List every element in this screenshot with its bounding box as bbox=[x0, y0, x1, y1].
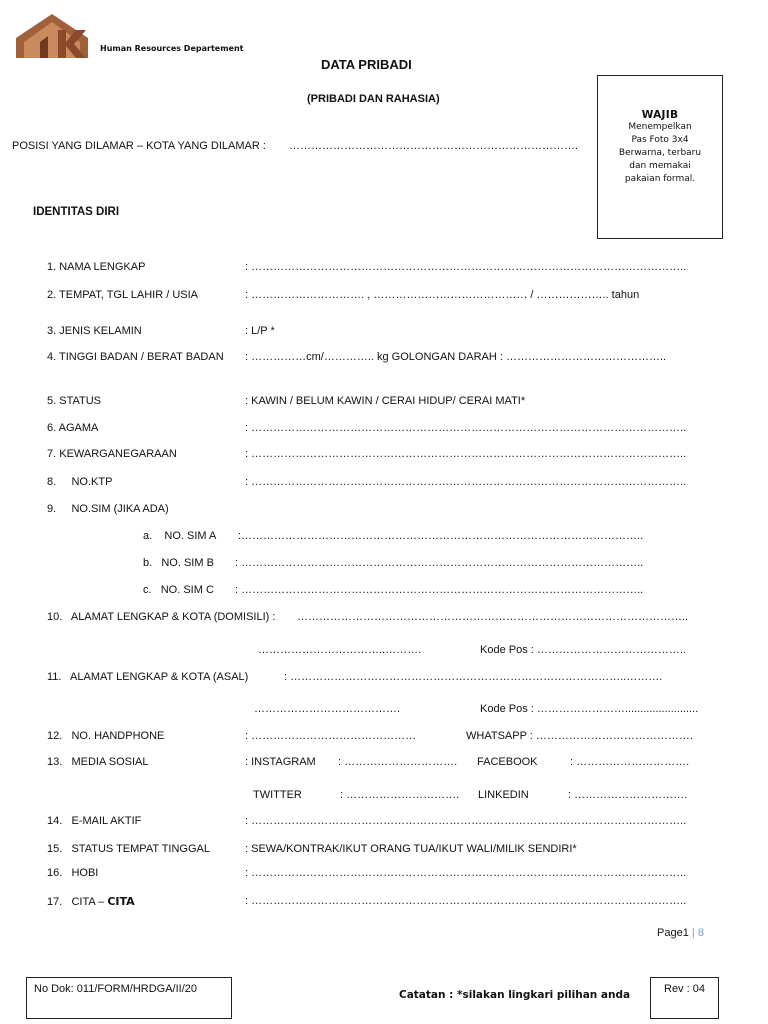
label-no-sim: 9. NO.SIM (JIKA ADA) bbox=[47, 503, 169, 515]
label-jenis-kelamin: 3. JENIS KELAMIN bbox=[47, 325, 142, 337]
label-no-handphone: 12. NO. HANDPHONE bbox=[47, 730, 165, 742]
label-email-aktif: 14. E-MAIL AKTIF bbox=[47, 815, 142, 827]
field-hobi[interactable]: : ……………………………………………………………………………………………………….. bbox=[245, 867, 687, 879]
field-agama[interactable]: : ……………………………………………………………………………………………………….. bbox=[245, 422, 687, 434]
field-kode-pos-asal[interactable]: Kode Pos : ……………………........................ bbox=[480, 703, 699, 715]
label-status-tempat-tinggal: 15. STATUS TEMPAT TINGGAL bbox=[47, 843, 211, 855]
position-applied-field[interactable]: ……………………………………………………………………. bbox=[289, 140, 579, 152]
photo-box-line: Pas Foto 3x4 bbox=[631, 135, 689, 145]
page-number bbox=[657, 927, 704, 939]
position-applied-label: POSISI YANG DILAMAR – KOTA YANG DILAMAR : bbox=[12, 140, 266, 152]
section-title-identitas: IDENTITAS DIRI bbox=[33, 206, 120, 218]
photo-box-line: pakaian formal. bbox=[624, 174, 696, 184]
field-sim-c[interactable]: : ……………………………………………………………………………………………….. bbox=[235, 584, 644, 596]
label-tinggi-berat: 4. TINGGI BADAN / BERAT BADAN bbox=[47, 351, 224, 363]
label-hobi: 16. HOBI bbox=[47, 867, 99, 879]
label-status: 5. STATUS bbox=[47, 395, 101, 407]
label-linkedin: LINKEDIN bbox=[478, 789, 529, 801]
field-sim-b[interactable]: : ……………………………………………………………………………………………….. bbox=[235, 557, 644, 569]
label-cita-cita bbox=[47, 895, 135, 908]
doc-number-box bbox=[26, 977, 232, 1019]
footer-note: Catatan : *silakan lingkari pilihan anda bbox=[399, 989, 631, 1001]
company-logo bbox=[14, 12, 90, 60]
label-sim-a: a. NO. SIM A bbox=[143, 530, 217, 542]
label-cita-cita-part1: 17. CITA – bbox=[47, 896, 108, 908]
label-kewarganegaraan: 7. KEWARGANEGARAAN bbox=[47, 448, 177, 460]
field-twitter[interactable]: : …………………………. bbox=[340, 789, 460, 801]
label-twitter: TWITTER bbox=[253, 789, 302, 801]
photo-box-line: Menempelkan bbox=[628, 122, 692, 132]
revision-box bbox=[650, 977, 719, 1019]
photo-placeholder-box bbox=[597, 75, 723, 239]
field-linkedin[interactable]: : …………………………. bbox=[568, 789, 688, 801]
field-tempat-tgl-lahir[interactable]: : …………………………. , …………………………………… / ……………….. tahun bbox=[245, 289, 640, 301]
field-alamat-domisili-line2[interactable]: ……………………………..………. bbox=[258, 644, 422, 656]
label-cita-cita-part2: CITA bbox=[107, 895, 135, 908]
label-alamat-domisili: 10. ALAMAT LENGKAP & KOTA (DOMISILI) : bbox=[47, 611, 276, 623]
page-number-current: 1 bbox=[682, 927, 689, 939]
field-no-ktp[interactable]: : ……………………………………………………………………………………………………….. bbox=[245, 476, 687, 488]
label-sim-b: b. NO. SIM B bbox=[143, 557, 214, 569]
field-status-tempat-tinggal[interactable]: : SEWA/KONTRAK/IKUT ORANG TUA/IKUT WALI/MILIK SENDIRI* bbox=[245, 843, 577, 855]
label-nama-lengkap: 1. NAMA LENGKAP bbox=[47, 261, 146, 273]
field-alamat-asal[interactable]: : ………………………………………………………………………………..………. bbox=[284, 671, 663, 683]
page-title: DATA PRIBADI bbox=[321, 57, 412, 72]
field-nama-lengkap[interactable]: : ……………………………………………………………………………………………………….. bbox=[245, 261, 687, 273]
field-kewarganegaraan[interactable]: : ……………………………………………………………………………………………………….. bbox=[245, 448, 687, 460]
field-sim-a[interactable]: :……………………………………………………………………………………………….. bbox=[238, 530, 644, 542]
revision-number: Rev : 04 bbox=[664, 983, 705, 995]
field-facebook[interactable]: : …………………………. bbox=[570, 756, 690, 768]
label-sim-c: c. NO. SIM C bbox=[143, 584, 214, 596]
page-number-separator: | bbox=[691, 927, 695, 939]
photo-box-heading: WAJIB bbox=[641, 109, 679, 121]
page-number-total: 8 bbox=[697, 927, 704, 939]
field-whatsapp[interactable]: WHATSAPP : ……………………………………. bbox=[466, 730, 693, 742]
field-cita-cita[interactable]: : ……………………………………………………………………………………………………….. bbox=[245, 895, 687, 907]
field-jenis-kelamin[interactable]: : L/P * bbox=[245, 325, 275, 337]
label-no-ktp: 8. NO.KTP bbox=[47, 476, 113, 488]
photo-box-line: Berwarna, terbaru bbox=[618, 148, 702, 158]
label-agama: 6. AGAMA bbox=[47, 422, 99, 434]
field-tinggi-berat-golongan[interactable]: : ……………cm/………….. kg GOLONGAN DARAH : …………………………………….. bbox=[245, 351, 667, 363]
page-number-prefix: Page bbox=[657, 927, 683, 939]
label-alamat-asal: 11. ALAMAT LENGKAP & KOTA (ASAL) bbox=[47, 671, 249, 683]
label-media-sosial: 13. MEDIA SOSIAL bbox=[47, 756, 149, 768]
field-no-handphone[interactable]: : ……………………………………… bbox=[245, 730, 417, 742]
field-instagram[interactable]: : …………………………. bbox=[338, 756, 458, 768]
label-instagram: : INSTAGRAM bbox=[245, 756, 316, 768]
doc-number: No Dok: 011/FORM/HRDGA/II/20 bbox=[34, 983, 198, 995]
field-kode-pos-domisili[interactable]: Kode Pos : ………………………………….. bbox=[480, 644, 686, 656]
field-status[interactable]: : KAWIN / BELUM KAWIN / CERAI HIDUP/ CERAI MATI* bbox=[245, 395, 526, 407]
label-tempat-tgl-lahir: 2. TEMPAT, TGL LAHIR / USIA bbox=[47, 289, 198, 301]
page-subtitle: (PRIBADI DAN RAHASIA) bbox=[307, 93, 440, 105]
photo-box-line: dan memakai bbox=[629, 161, 691, 171]
field-alamat-asal-line2[interactable]: …………………………………. bbox=[254, 703, 401, 715]
department-name: Human Resources Departement bbox=[100, 44, 244, 53]
field-email-aktif[interactable]: : ……………………………………………………………………………………………………….. bbox=[245, 815, 687, 827]
label-facebook: FACEBOOK bbox=[477, 756, 538, 768]
field-alamat-domisili[interactable]: …………………………………………………………………………………………….. bbox=[297, 611, 689, 623]
